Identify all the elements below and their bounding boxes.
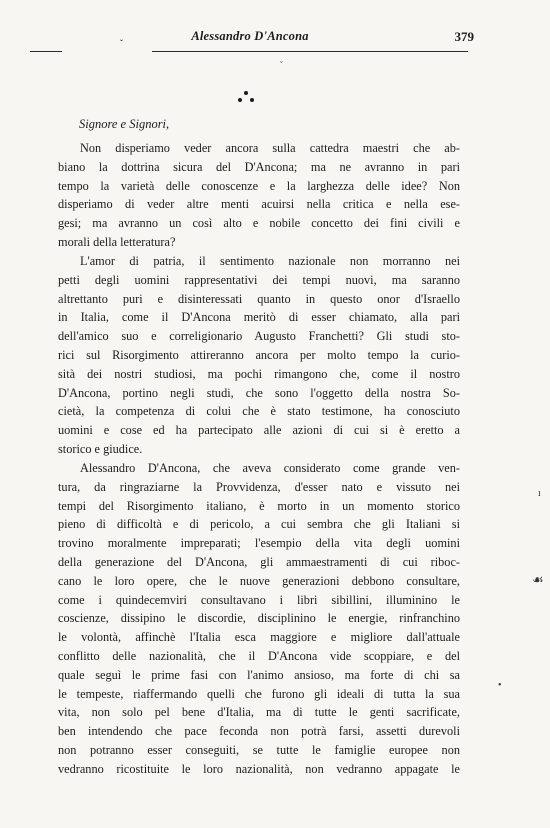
margin-speck: ı	[538, 488, 541, 499]
text-line: trovino moralmente impreparati; l'esempio della vita degli uomini	[58, 536, 460, 551]
header-rule-break	[62, 48, 152, 54]
paragraph-2	[58, 252, 460, 459]
text-line: biano la dottrina sicura del D'Ancona; ma ne avranno in pari	[58, 159, 460, 174]
paragraph-1	[58, 139, 460, 252]
text-line: ben intendendo che pace feconda non potrà farsi, assetti durevoli	[58, 724, 460, 739]
ornament-dot	[250, 98, 254, 102]
text-line: dell'amico suo e correligionario Augusto Franchetti? Gli studi sto-	[58, 329, 460, 344]
text-line: della generazione del D'Ancona, gli ammaestramenti di cui riboc-	[58, 554, 460, 569]
text-line: rici sul Risorgimento attireranno ancora per molto tempo la curio-	[58, 347, 460, 362]
text-line: quale seguì le prime fasi con l'animo ansioso, ma forte di chi sa	[58, 667, 460, 682]
text-line: morali della letteratura?	[58, 234, 176, 249]
text-line: cano le loro opere, che le nuove generazioni debbono consultare,	[58, 573, 460, 588]
margin-speck: •	[498, 680, 502, 691]
text-line: D'Ancona, portino negli studi, che sono l'oggetto della nostra So-	[58, 385, 460, 400]
text-line: altrettanto puri e disinteressati quanto in questo onor d'Israello	[58, 291, 460, 306]
text-line: disperiamo di veder altre menti acuirsi nella critica e nella ese-	[58, 197, 460, 212]
text-line: tempi del Risorgimento italiano, è morto in un momento storico	[58, 498, 460, 513]
margin-speck: ☙	[532, 572, 544, 587]
text-line: tempo la varietà delle conoscenze e la larghezza delle idee? Non	[58, 178, 460, 193]
text-line: non potranno esser conseguiti, se tutte le famiglie europee non	[58, 742, 460, 757]
text-line: le volontà, affinchè l'Italia esca maggiore e migliore dall'attuale	[58, 630, 460, 645]
salutation: Signore e Signori,	[79, 117, 170, 131]
running-head	[30, 29, 474, 49]
running-title: Alessandro D'Ancona	[191, 29, 309, 43]
text-line: petti degli uomini rappresentativi dei tempi nuovi, ma saranno	[58, 272, 460, 287]
text-line: conflitto delle nazionalità, che il D'Ancona vide scoppiare, e del	[58, 648, 460, 663]
text-line: cietà, la competenza di colui che è stato testimone, ha conosciuto	[58, 404, 460, 419]
printer-mark: ˇ	[120, 38, 123, 48]
text-line: sità dei nostri studiosi, ma pochi rimangono che, come il nostro	[58, 366, 460, 381]
text-line: vedranno ricostituite le loro nazionalità, non vedranno appagate le	[58, 761, 460, 776]
ornament-dot	[238, 98, 242, 102]
page-number: 379	[454, 29, 474, 44]
section-ornament	[236, 90, 260, 108]
text-line: coscienze, dissipino le discordie, disciplinino le energie, rinfranchino	[58, 611, 460, 626]
text-line: pieno di difficoltà e di pericolo, a cui sembra che gli Italiani si	[58, 517, 460, 532]
paragraph-3	[58, 459, 460, 779]
text-line: gesi; ma avranno un così alto e nobile concetto dei fini civili e	[58, 216, 460, 231]
text-line: vita, non solo pel bene d'Italia, ma di tutte le genti sacrificate,	[58, 705, 460, 720]
text-line: le tempeste, riaffermando quelli che furono gli ideali di tutta la sua	[58, 686, 460, 701]
text-line: come i quindecemviri consultavano i libri sibillini, illuminino le	[58, 592, 460, 607]
printer-tick: ˇ	[280, 60, 283, 69]
text-line: Alessandro D'Ancona, che aveva considerato come grande ven-	[80, 461, 460, 475]
ornament-dot	[244, 91, 248, 95]
text-line: storico e giudice.	[58, 441, 143, 456]
text-line: in Italia, come il D'Ancona meritò di esser chiamato, alla pari	[58, 310, 460, 325]
text-line: uomini e cose ed ha partecipato alle azioni di cui si è eretto a	[58, 423, 460, 438]
text-line: tura, da ringraziarne la Provvidenza, d'esser nato e vissuto nei	[58, 479, 460, 494]
text-line: L'amor di patria, il sentimento nazionale non morranno nei	[80, 254, 460, 268]
text-line: Non disperiamo veder ancora sulla cattedra maestri che ab-	[80, 141, 460, 155]
